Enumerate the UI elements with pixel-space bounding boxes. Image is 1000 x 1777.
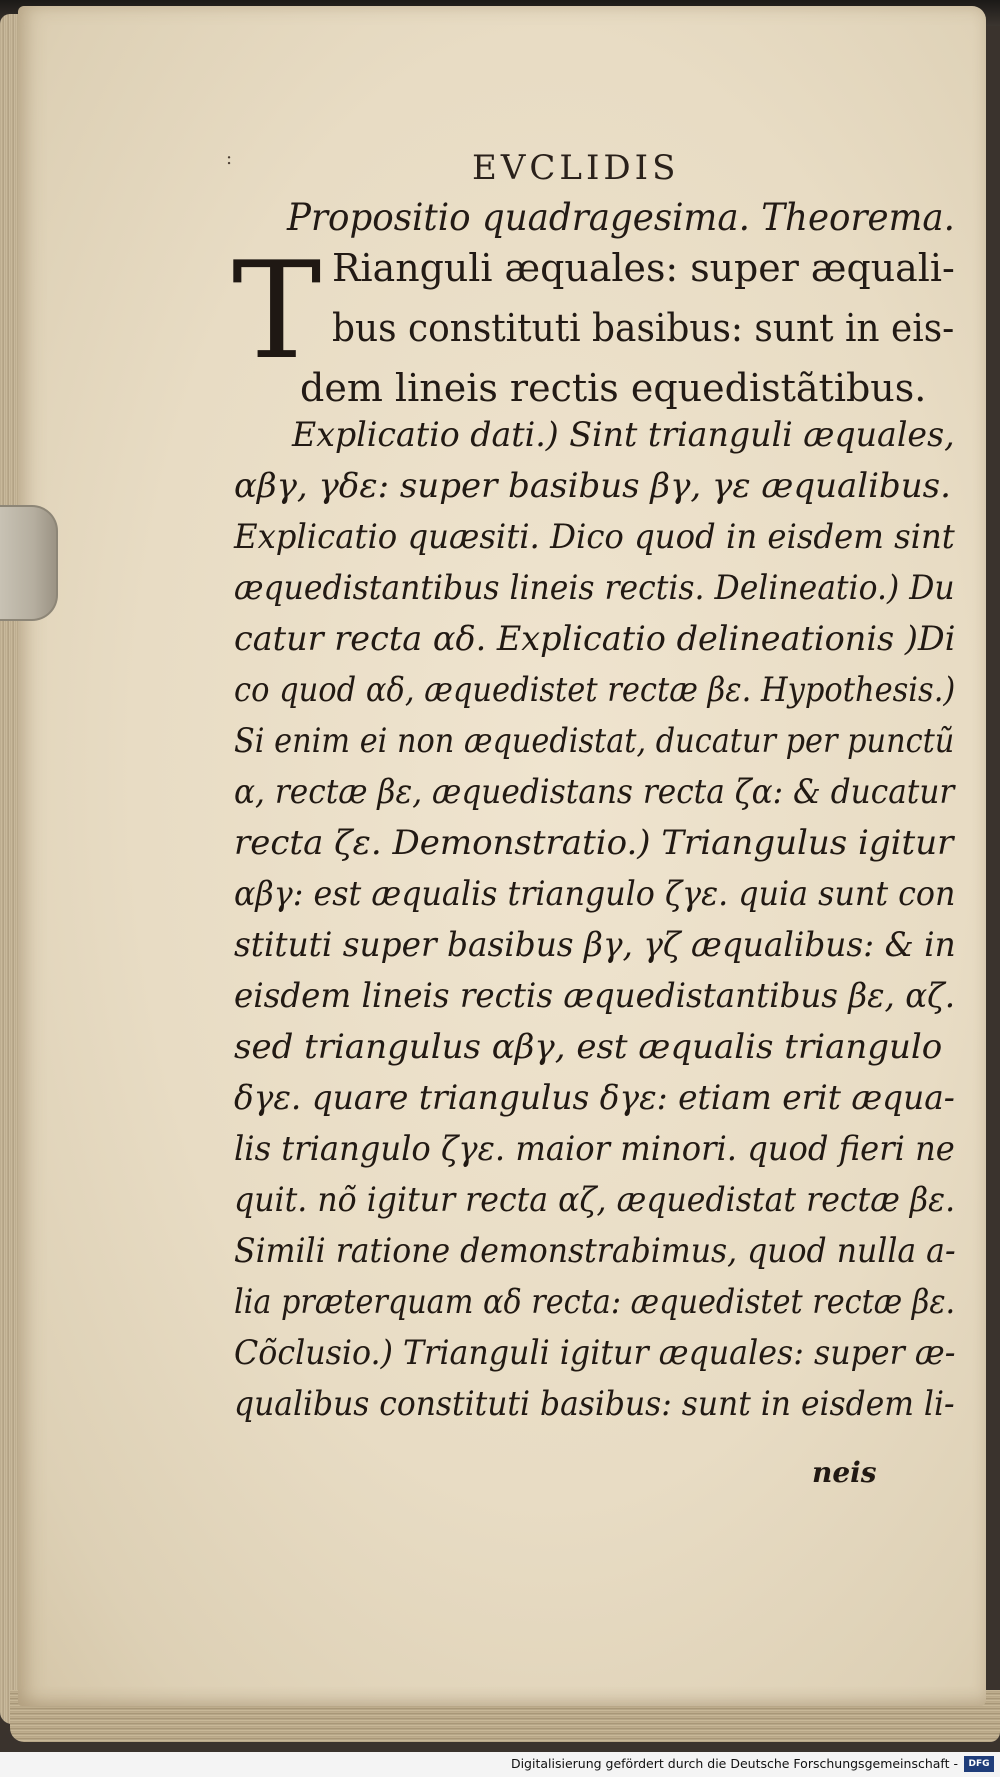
body-line: recta ζε. Demonstratio.) Triangulus igitur xyxy=(234,823,954,863)
body-line: Explicatio quæsiti. Dico quod in eisdem sint xyxy=(234,517,955,557)
enunciation-line: Rianguli æquales: super æquali- xyxy=(332,246,955,290)
body-line: αβγ, γδε: super basibus βγ, γε æqualibus. xyxy=(234,466,951,506)
body-line: lis triangulo ζγε. maior minori. quod fieri ne xyxy=(234,1129,955,1169)
body-line: δγε. quare triangulus δγε: etiam erit æqua- xyxy=(234,1078,955,1118)
dfg-logo-icon: DFG xyxy=(964,1756,994,1772)
body-line: Simili ratione demonstrabimus, quod nulla a- xyxy=(234,1231,956,1271)
stray-mark: : xyxy=(226,148,233,169)
drop-cap: T xyxy=(232,233,322,389)
body-line: catur recta αδ. Explicatio delineationis )Di xyxy=(234,619,956,659)
body-line: Si enim ei non æquedistat, ducatur per punctũ xyxy=(234,721,955,761)
enunciation-line: bus constituti basibus: sunt in eis- xyxy=(332,306,955,350)
body-line: quit. nõ igitur recta αζ, æquedistat rectæ βε. xyxy=(234,1180,956,1220)
body-line: lia præterquam αδ recta: æquedistet rectæ βε. xyxy=(234,1282,956,1322)
body-line: qualibus constituti basibus: sunt in eisdem li- xyxy=(234,1384,955,1424)
body-line: stituti super basibus βγ, γζ æqualibus: & in xyxy=(234,925,956,965)
catchword: neis xyxy=(812,1456,877,1489)
book-clasp xyxy=(0,505,58,621)
enunciation-line: dem lineis rectis equedistãtibus. xyxy=(300,366,927,410)
body-line: Cõclusio.) Trianguli igitur æquales: super æ- xyxy=(234,1333,956,1373)
footer-credit: Digitalisierung gefördert durch die Deutsche Forschungsgemeinschaft - xyxy=(510,1756,958,1771)
body-line: æquedistantibus lineis rectis. Delineatio.) Du xyxy=(234,568,955,608)
body-line: eisdem lineis rectis æquedistantibus βε, αζ. xyxy=(234,976,956,1016)
body-line: α, rectæ βε, æquedistans recta ζα: & ducatur xyxy=(234,772,955,812)
body-line: co quod αδ, æquedistet rectæ βε. Hypothesis.) xyxy=(234,670,956,710)
body-line: sed triangulus αβγ, est æqualis triangulo xyxy=(234,1027,943,1067)
body-line: Explicatio dati.) Sint trianguli æquales, xyxy=(292,415,955,455)
running-head: EVCLIDIS xyxy=(472,148,680,188)
body-line: αβγ: est æqualis triangulo ζγε. quia sunt con xyxy=(234,874,956,914)
proposition-title: Propositio quadragesima. Theorema. xyxy=(287,196,955,239)
